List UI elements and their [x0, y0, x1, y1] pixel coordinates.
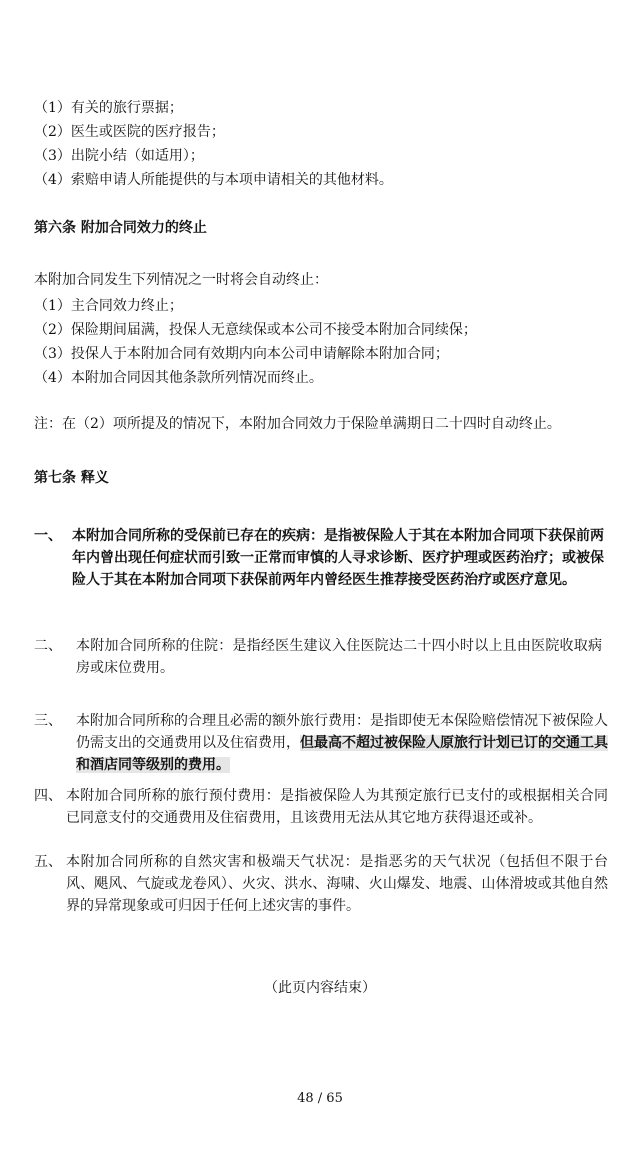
claims-item-3: （3）出院小结（如适用）； — [34, 148, 204, 164]
article6-note: 注：在（2）项所提及的情况下，本附加合同效力于保险单满期日二十四时自动终止。 — [34, 416, 561, 432]
article6-item-1: （1）主合同效力终止； — [34, 298, 183, 314]
definition-2-text: 本附加合同所称的住院：是指经医生建议入住医院达二十四小时以上且由医院收取病房或床位费用。 — [76, 638, 602, 676]
definition-3-text-plain: 本附加合同所称的合理且必需的额外旅行费用：是指即使无本保险赔偿情况下被保险人仍需支出的交通费用以及住宿费用， — [76, 713, 608, 751]
claims-item-4: （4）索赔申请人所能提供的与本项申请相关的其他材料。 — [34, 172, 393, 188]
definition-1-text: 本附加合同所称的受保前已存在的疾病：是指被保险人于其在本附加合同项下获保前两年内曾出现任何症状而引致一正常而审慎的人寻求诊断、医疗护理或医药治疗；或被保险人于其在本附加合同项下获保前两年内曾经医生推荐接受医药治疗或医疗意见。 — [72, 528, 604, 588]
page-end-note: （此页内容结束） — [264, 980, 376, 996]
article6-item-4: （4）本附加合同因其他条款所列情况而终止。 — [34, 370, 323, 386]
definition-1-number: 一、 — [34, 528, 62, 544]
definition-5-number: 五、 — [34, 854, 62, 870]
article6-item-2: （2）保险期间届满，投保人无意续保或本公司不接受本附加合同续保； — [34, 322, 477, 338]
definition-4-text: 本附加合同所称的旅行预付费用：是指被保险人为其预定旅行已支付的或根据相关合同已同意支付的交通费用及住宿费用，且该费用无法从其它地方获得退还或补。 — [66, 788, 608, 826]
article6-intro: 本附加合同发生下列情况之一时将会自动终止： — [34, 272, 328, 288]
definition-4-number: 四、 — [34, 788, 62, 804]
definition-3-highlight: 但最高不超过被保险人原旅行计划已订的交通工具和酒店同等级别的费用。 — [76, 735, 608, 773]
definition-2-number: 二、 — [34, 638, 62, 654]
definition-3-text — [76, 710, 608, 776]
claims-item-1: （1）有关的旅行票据； — [34, 100, 183, 116]
article6-title: 第六条 附加合同效力的终止 — [34, 220, 207, 236]
definition-3-number: 三、 — [34, 713, 62, 729]
page-number: 48 / 65 — [297, 1091, 343, 1106]
definition-5-text: 本附加合同所称的自然灾害和极端天气状况：是指恶劣的天气状况（包括但不限于台风、飓风、气旋或龙卷风）、火灾、洪水、海啸、火山爆发、地震、山体滑坡或其他自然界的异常现象或可归因于任何上述灾害的事件。 — [66, 854, 608, 914]
article6-item-3: （3）投保人于本附加合同有效期内向本公司申请解除本附加合同； — [34, 346, 449, 362]
claims-item-2: （2）医生或医院的医疗报告； — [34, 124, 225, 140]
article7-title: 第七条 释义 — [34, 470, 109, 486]
